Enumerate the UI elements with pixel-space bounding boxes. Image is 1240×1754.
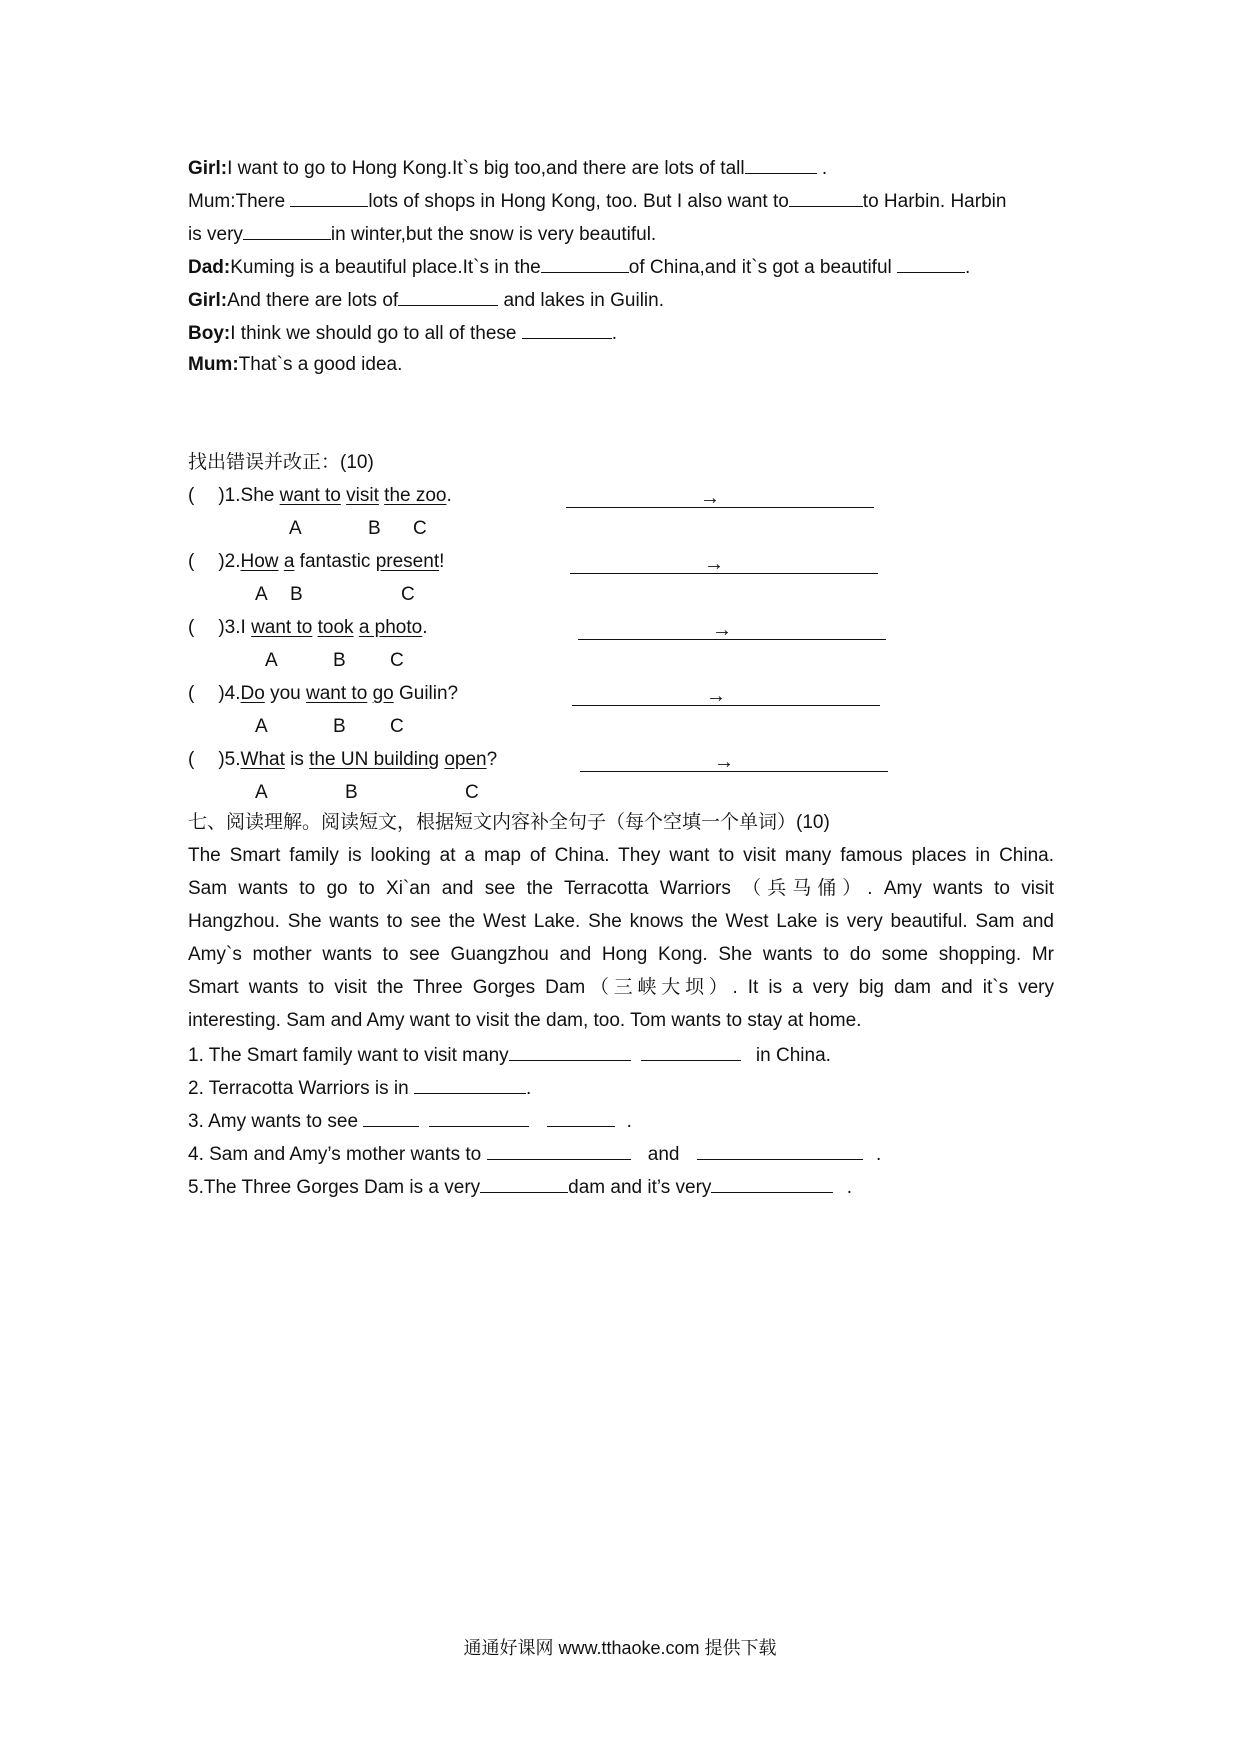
arrow-icon: → — [712, 619, 732, 641]
error-item-5: ( )5.What is the UN building open? — [188, 749, 498, 770]
correction-line[interactable] — [570, 573, 878, 575]
option-letter: A — [265, 650, 278, 671]
passage-line: interesting. Sam and Amy want to visit the dam, too. Tom wants to stay at home. — [188, 1010, 862, 1031]
arrow-icon: → — [714, 751, 734, 773]
correction-line[interactable] — [580, 771, 888, 773]
answer-blank[interactable] — [487, 1141, 631, 1160]
answer-blank[interactable] — [243, 221, 331, 240]
option-letter: C — [390, 716, 404, 737]
answer-blank[interactable] — [398, 287, 498, 306]
arrow-icon: → — [706, 685, 726, 707]
item-paren: ( — [188, 749, 195, 770]
question-1: 1. The Smart family want to visit many in China. — [188, 1042, 831, 1068]
correction-line[interactable] — [578, 639, 886, 641]
question-5: 5.The Three Gorges Dam is a very dam and it’s very . — [188, 1174, 852, 1200]
passage-line: Hangzhou. She wants to see the West Lake. She knows the West Lake is very beautiful. Sam and — [188, 911, 1054, 932]
dialogue-line-1: Girl:I want to go to Hong Kong.It`s big too,and there are lots of tall . — [188, 155, 827, 181]
option-letter: C — [413, 518, 427, 539]
answer-blank[interactable] — [414, 1075, 526, 1094]
question-2: 2. Terracotta Warriors is in . — [188, 1075, 531, 1101]
answer-blank[interactable] — [641, 1042, 741, 1061]
item-paren: ( — [188, 683, 195, 704]
error-item-2: ( )2.How a fantastic present! — [188, 551, 445, 572]
option-letter: A — [255, 782, 268, 803]
arrow-icon: → — [700, 487, 720, 509]
option-letter: B — [333, 650, 346, 671]
option-letter: B — [290, 584, 303, 605]
answer-blank[interactable] — [480, 1174, 568, 1193]
passage-line: The Smart family is looking at a map of China. They want to visit many famous places in China. — [188, 845, 1054, 866]
dialogue-line-7: Mum:That`s a good idea. — [188, 354, 403, 375]
speaker: Girl: — [188, 158, 228, 179]
item-paren: ( — [188, 485, 195, 506]
answer-blank[interactable] — [789, 188, 863, 207]
speaker: Girl: — [188, 290, 228, 311]
dialogue-line-4: Dad:Kuming is a beautiful place.It`s in the of China,and it`s got a beautiful . — [188, 254, 970, 280]
answer-blank[interactable] — [429, 1108, 529, 1127]
item-paren: ( — [188, 551, 195, 572]
option-letter: C — [401, 584, 415, 605]
speaker: Mum: — [188, 191, 236, 212]
error-section-title: 找出错误并改正：(10) — [188, 452, 374, 473]
option-letter: C — [390, 650, 404, 671]
dialogue-line-2: Mum:There lots of shops in Hong Kong, too. But I also want to to Harbin. Harbin — [188, 188, 1006, 214]
speaker: Dad: — [188, 257, 231, 278]
reading-section-title: 七、阅读理解。阅读短文，根据短文内容补全句子（每个空填一个单词）(10) — [188, 812, 830, 833]
passage-line: Smart wants to visit the Three Gorges Dam（三峡大坝）. It is a very big dam and it`s very — [188, 977, 1054, 998]
error-item-1: ( )1.She want to visit the zoo. — [188, 485, 452, 506]
option-letter: A — [289, 518, 302, 539]
option-letter: B — [345, 782, 358, 803]
question-4: 4. Sam and Amy’s mother wants to and . — [188, 1141, 881, 1167]
answer-blank[interactable] — [363, 1108, 419, 1127]
question-3: 3. Amy wants to see . — [188, 1108, 632, 1134]
answer-blank[interactable] — [745, 155, 817, 174]
answer-blank[interactable] — [547, 1108, 615, 1127]
dialogue-line-5: Girl:And there are lots of and lakes in Guilin. — [188, 287, 664, 313]
option-letter: C — [465, 782, 479, 803]
answer-blank[interactable] — [711, 1174, 833, 1193]
item-paren: ( — [188, 617, 195, 638]
answer-blank[interactable] — [509, 1042, 631, 1061]
answer-blank[interactable] — [522, 320, 612, 339]
speaker: Boy: — [188, 323, 231, 344]
error-item-4: ( )4.Do you want to go Guilin? — [188, 683, 459, 704]
page-footer: 通通好课网 www.tthaoke.com 提供下载 — [463, 1638, 777, 1658]
error-item-3: ( )3.I want to took a photo. — [188, 617, 428, 638]
speaker: Mum: — [188, 354, 239, 375]
dialogue-line-6: Boy:I think we should go to all of these . — [188, 320, 617, 346]
answer-blank[interactable] — [290, 188, 368, 207]
option-letter: A — [255, 716, 268, 737]
passage-line: Sam wants to go to Xi`an and see the Terracotta Warriors （兵马俑）. Amy wants to visit — [188, 878, 1054, 899]
answer-blank[interactable] — [541, 254, 629, 273]
passage-line: Amy`s mother wants to see Guangzhou and Hong Kong. She wants to do some shopping. Mr — [188, 944, 1054, 965]
option-letter: B — [333, 716, 346, 737]
option-letter: B — [368, 518, 381, 539]
correction-line[interactable] — [572, 705, 880, 707]
correction-line[interactable] — [566, 507, 874, 509]
option-letter: A — [255, 584, 268, 605]
dialogue-line-3: is very in winter,but the snow is very beautiful. — [188, 221, 656, 247]
arrow-icon: → — [704, 553, 724, 575]
answer-blank[interactable] — [697, 1141, 863, 1160]
answer-blank[interactable] — [897, 254, 965, 273]
